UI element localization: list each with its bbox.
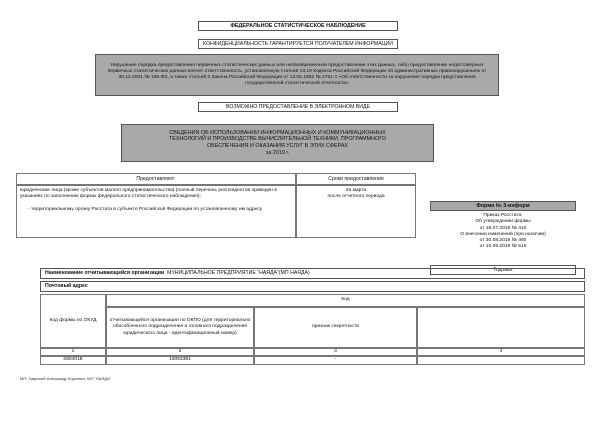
col-num-4: 4 xyxy=(417,348,585,356)
order-line-3: от 18.07.2019 № 410 xyxy=(479,225,527,231)
deadline-cell xyxy=(296,185,416,238)
okpo-value: 16053381 xyxy=(106,356,254,365)
deadline-date: 25 марта xyxy=(345,188,367,193)
col-num-2: 2 xyxy=(106,348,254,356)
okud-value: 0604018 xyxy=(40,356,106,365)
order-line-1: Приказ Росстата: xyxy=(483,213,523,218)
report-title xyxy=(121,124,434,162)
order-line-5: от 30.08.2019 № 480 xyxy=(479,238,527,244)
col4-value xyxy=(417,356,585,365)
electronic-submission-header: ВОЗМОЖНО ПРЕДОСТАВЛЕНИЕ В ЭЛЕКТРОННОМ ВИДЕ xyxy=(198,102,398,112)
form-number-label: Форма № 3-информ xyxy=(430,201,576,211)
deadline-column-header: Сроки предоставления xyxy=(296,173,416,185)
deadline-sub: после отчетного периода xyxy=(327,194,385,200)
order-line-2: Об утверждении формы xyxy=(475,219,531,225)
secrecy-header: признак секретности xyxy=(254,307,417,348)
order-line-6: от 10.09.2019 № 515 xyxy=(479,244,527,250)
signature-footer: МП: Заврский Александр Юрьевич, МП "НАЯДА" xyxy=(20,376,112,381)
submitters-recipient: - территориальному органу Росстата в субъекте Российской Федерации по установленному им адресу xyxy=(28,207,263,213)
submitters-text: юридические лица (кроме субъектов малого предпринимательства) (полный перечень респондентов приведен в указаниях по заполнению формы федерального статистического наблюдения): xyxy=(20,188,277,200)
order-line-4: О внесении изменений (при наличии) xyxy=(460,231,546,237)
submitters-cell xyxy=(16,185,296,238)
form-period: Годовая xyxy=(430,265,576,275)
confidentiality-header: КОНФИДЕНЦИАЛЬНОСТЬ ГАРАНТИРУЕТСЯ ПОЛУЧАТЕЛЕМ ИНФОРМАЦИИ xyxy=(198,39,398,49)
federal-observation-header: ФЕДЕРАЛЬНОЕ СТАТИСТИЧЕСКОЕ НАБЛЮДЕНИЕ xyxy=(198,21,398,31)
form-order-info xyxy=(430,211,576,263)
secrecy-value: - xyxy=(254,356,417,365)
title-line-1: СВЕДЕНИЯ ОБ ИСПОЛЬЗОВАНИИ ИНФОРМАЦИОННЫХ И КОММУНИКАЦИОННЫХ xyxy=(169,129,386,136)
organization-name-value: МУНИЦИПАЛЬНОЕ ПРЕДПРИЯТИЕ "НАЯДА"(МП НАЯДА) xyxy=(167,270,310,277)
title-line-2: ТЕХНОЛОГИЙ И ПРОИЗВОДСТВЕ ВЫЧИСЛИТЕЛЬНОЙ ТЕХНИКИ, ПРОГРАММНОГО xyxy=(168,136,387,143)
title-line-3: ОБЕСПЕЧЕНИЯ И ОКАЗАНИЯ УСЛУГ В ЭТИХ СФЕРАХ xyxy=(206,143,349,149)
col4-header xyxy=(417,307,585,348)
col-num-3: 3 xyxy=(254,348,417,356)
okpo-header: отчитывающейся организации по ОКПО (для территориально обособленного подразделения и головного подразделения юридического лица - идентификационный номер) xyxy=(106,307,254,348)
title-year: за 2019 г. xyxy=(265,149,290,156)
code-header: Код xyxy=(106,294,585,307)
liability-warning: Нарушение порядка предоставления первичных статистических данных или несвоевременное предоставление этих данных, либо предоставление недостоверных первичных статистических данных влечет ответственность, установленную статьей 13.19 Кодекса Российской Федерации об административных правонарушениях от 30.12.2001 № 195-ФЗ, а также статьей 3 Закона Российской Федерации от 13.05.1992 № 2761-1 «Об ответственности за нарушение порядка представления государственной статистической отчетности» xyxy=(95,54,499,96)
postal-address-label: Почтовый адрес xyxy=(45,283,88,290)
organization-name-label: Наименование отчитывающейся организации xyxy=(45,270,165,277)
okud-header: Код формы по ОКУД xyxy=(40,294,106,348)
col-num-1: 1 xyxy=(40,348,106,356)
postal-address-row xyxy=(40,281,585,292)
submitters-column-header: Предоставляют: xyxy=(16,173,296,185)
organization-name-row xyxy=(40,268,585,279)
